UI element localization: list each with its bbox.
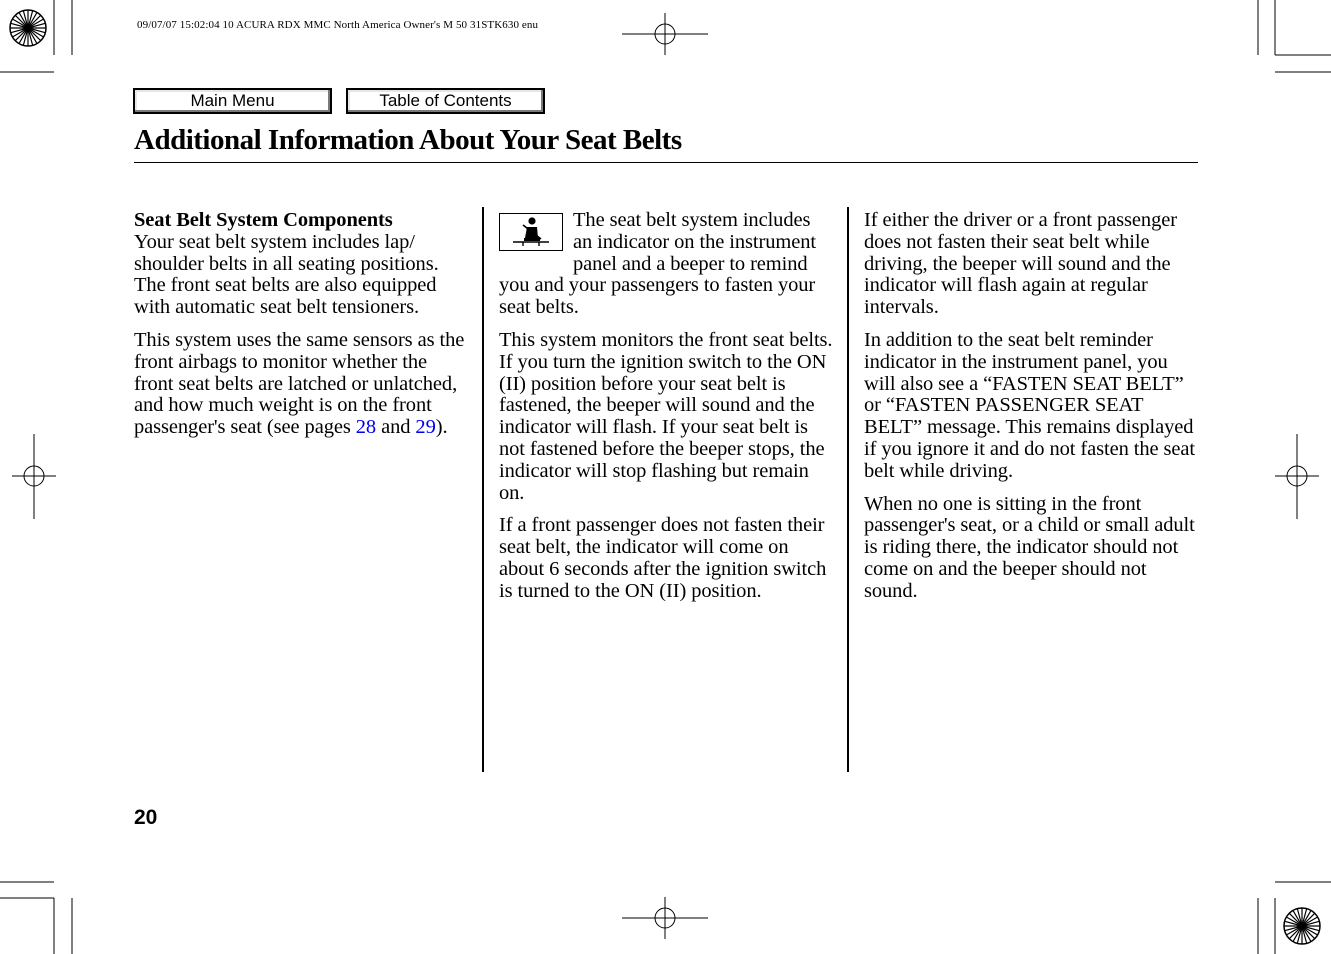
table-of-contents-button[interactable]: Table of Contents bbox=[346, 88, 545, 114]
paragraph: This system monitors the front seat belts. If you turn the ignition switch to the ON (II) position before your seat belt is fastened, the beeper will sound and the indicator will flash. If your seat belt is not fastened before the beeper stops, the indicator will stop flashing but remain on. bbox=[499, 328, 833, 504]
crosshair-top-icon bbox=[622, 13, 708, 55]
paragraph: When no one is sitting in the front passenger's seat, or a child or small adult is riding there, the indicator should not come on and the beeper should not sound. bbox=[864, 492, 1195, 602]
column-3 bbox=[864, 210, 1199, 614]
column-divider bbox=[482, 207, 484, 772]
page-28-link[interactable]: 28 bbox=[355, 416, 377, 439]
paragraph-text: ). bbox=[435, 416, 448, 439]
main-menu-button[interactable]: Main Menu bbox=[133, 88, 332, 114]
paragraph bbox=[134, 330, 469, 439]
paragraph: If a front passenger does not fasten their seat belt, the indicator will come on about 6 seconds after the ignition switch is turned to the ON (II) position. bbox=[499, 514, 827, 602]
paragraph: If either the driver or a front passenger does not fasten their seat belt while driving, the beeper will sound and the indicator will flash again at regular intervals. bbox=[864, 209, 1177, 319]
page-title: Additional Information About Your Seat Belts bbox=[134, 124, 682, 156]
column-1 bbox=[134, 210, 469, 450]
paragraph bbox=[499, 210, 834, 319]
registration-target-icon bbox=[10, 10, 46, 46]
paragraph-text: and bbox=[376, 416, 416, 439]
title-rule bbox=[134, 162, 1198, 163]
crosshair-bottom-icon bbox=[622, 897, 708, 939]
registration-target-icon bbox=[1284, 908, 1320, 944]
paragraph-text: The seat belt system includes an indicator on the instrument panel and a beeper to remind you and your passengers to fasten your seat belts. bbox=[499, 209, 816, 319]
column-2 bbox=[499, 210, 834, 614]
paragraph-text: This system uses the same sensors as the front airbags to monitor whether the front seat belts are latched or unlatched, and how much weight is on the front passenger's seat (see pages bbox=[134, 328, 465, 439]
page-29-link[interactable]: 29 bbox=[415, 416, 436, 439]
paragraph: Your seat belt system includes lap/ shoulder belts in all seating positions. The front seat belts are also equipped with automatic seat belt tensioners. bbox=[134, 230, 439, 319]
print-info: 09/07/07 15:02:04 10 ACURA RDX MMC North America Owner's M 50 31STK630 enu bbox=[137, 19, 539, 31]
page-number: 20 bbox=[134, 806, 158, 829]
section-heading: Seat Belt System Components bbox=[134, 209, 393, 231]
crosshair-left-icon bbox=[12, 434, 56, 519]
column-divider bbox=[847, 207, 849, 772]
crosshair-right-icon bbox=[1275, 434, 1319, 519]
paragraph: In addition to the seat belt reminder indicator in the instrument panel, you will also see a “FASTEN SEAT BELT” or “FASTEN PASSENGER SEAT BELT” message. This remains displayed if you ignore it and do not fasten the seat belt while driving. bbox=[864, 328, 1196, 482]
seat-belt-reminder-icon bbox=[499, 213, 563, 251]
